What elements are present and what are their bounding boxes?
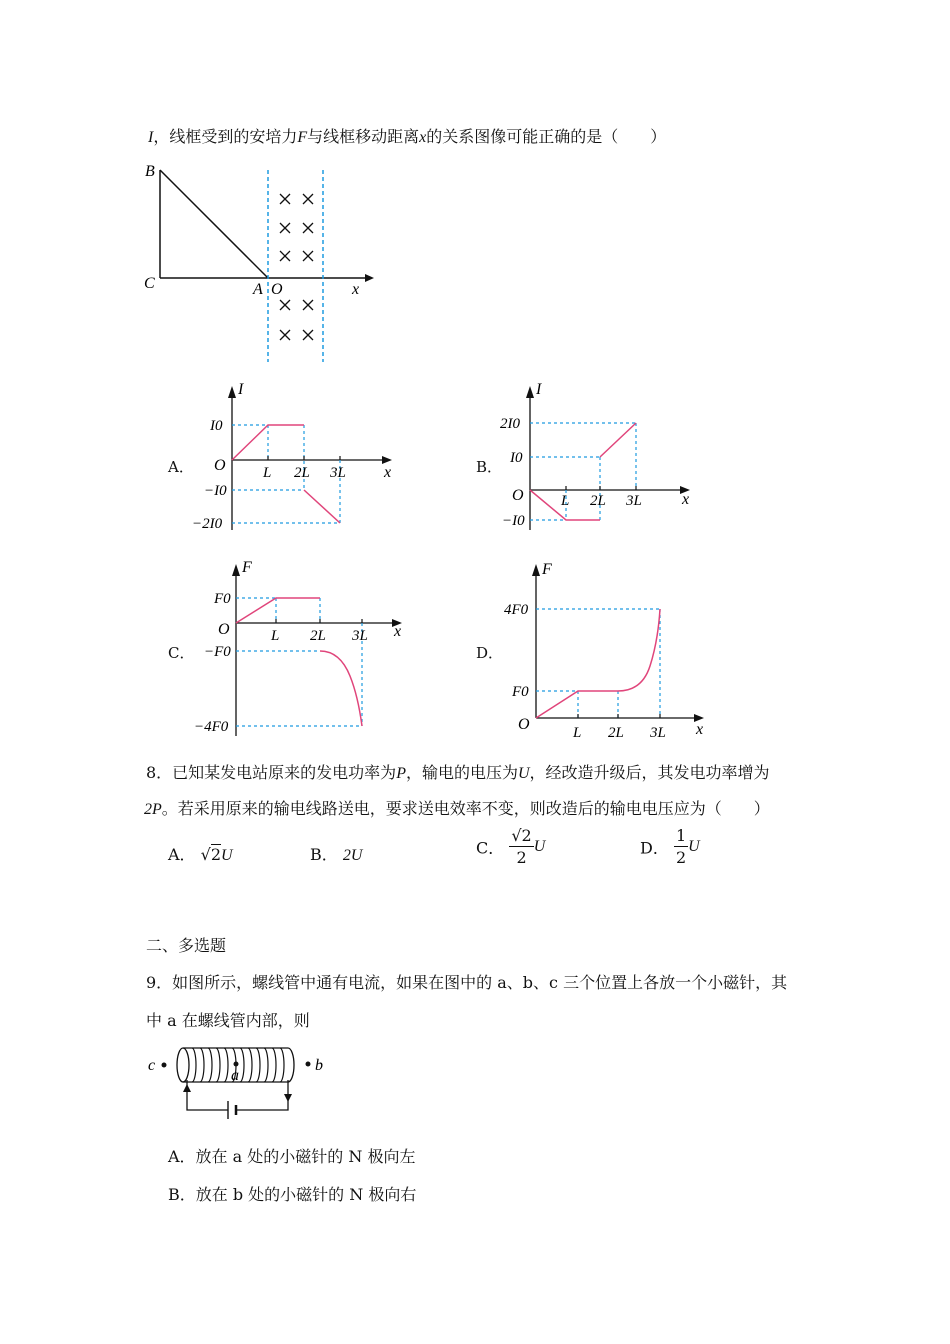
q9-line1: 9．如图所示，螺线管中通有电流，如果在图中的 a、b、c 三个位置上各放一个小磁针，其	[146, 973, 788, 992]
q7-stem-text1: ，线框受到的安培力	[153, 127, 298, 146]
current-arrow-down	[284, 1094, 292, 1102]
frame-side-ba	[160, 170, 268, 278]
origin-label: O	[518, 716, 530, 733]
ytick-F0: F0	[214, 591, 231, 607]
q9-line2: 中 a 在螺线管内部，则	[146, 1011, 310, 1030]
q8-option-b-value: 2U	[342, 847, 363, 864]
label-B: B	[145, 163, 155, 180]
xtick-3L: 3L	[650, 725, 666, 741]
q8-option-d-numerator: 1	[675, 826, 687, 845]
q7-figure	[140, 160, 380, 370]
axis-label-y: I	[238, 381, 244, 398]
q8-var-2P: 2P	[144, 801, 162, 818]
q8-option-c-denominator: 2	[516, 848, 527, 867]
q7-stem	[148, 124, 666, 147]
q7-option-c-graph[interactable]	[190, 556, 414, 744]
magnetic-field-crosses	[280, 194, 313, 340]
q8-option-d-denominator: 2	[675, 848, 687, 867]
xtick-L: L	[263, 465, 272, 481]
ytick-neg-I0: −I0	[204, 483, 227, 499]
xtick-L: L	[573, 725, 582, 741]
q7-option-a-letter[interactable]: A．	[168, 458, 194, 476]
q7-option-b-letter[interactable]: B．	[476, 458, 503, 476]
q7-option-b-graph[interactable]	[496, 380, 706, 540]
q8-option-c[interactable]	[476, 828, 545, 866]
label-O: O	[271, 281, 283, 298]
q8-var-U: U	[517, 765, 530, 782]
label-a: a	[231, 1067, 239, 1084]
q8-option-c-var: U	[533, 838, 546, 855]
q8-option-a[interactable]: A． √2U	[168, 845, 233, 864]
axis-label-y: F	[242, 559, 252, 576]
label-c: c	[148, 1057, 156, 1074]
q8-text-a: 8．已知某发电站原来的发电功率为	[146, 763, 397, 782]
q9-option-b[interactable]: B．放在 b 处的小磁针的 N 极向右	[168, 1185, 417, 1204]
current-arrow-up	[183, 1084, 191, 1092]
q8-option-d-fraction	[674, 828, 688, 866]
q7-option-a-graph[interactable]	[190, 380, 410, 540]
label-x: x	[352, 281, 360, 298]
axis-label-y: F	[542, 561, 552, 578]
q8-option-c-letter: C．	[476, 838, 505, 858]
axis-label-y: I	[536, 381, 542, 398]
q8-option-a-var: U	[221, 847, 233, 864]
wire-left	[187, 1080, 228, 1110]
q7-option-d-graph[interactable]	[500, 556, 714, 744]
q7-var-F: F	[297, 129, 308, 146]
q8-option-d[interactable]	[640, 828, 700, 866]
q8-option-d-letter: D．	[640, 838, 669, 858]
ytick-neg-F0: −F0	[204, 644, 231, 660]
q9-option-a[interactable]: A．放在 a 处的小磁针的 N 极向左	[168, 1147, 416, 1166]
xtick-2L: 2L	[590, 493, 606, 509]
xtick-3L: 3L	[330, 465, 346, 481]
q7-var-x: x	[419, 129, 427, 146]
ytick-neg-2I0: −2I0	[192, 516, 223, 532]
q8-option-a-radicand: 2	[210, 845, 222, 864]
q8-option-a-letter: A．	[168, 845, 196, 864]
ytick-4F0: 4F0	[504, 602, 529, 618]
q8-text-line2: 。若采用原来的输电线路送电，要求送电效率不变，则改造后的输电电压应为（ ）	[161, 799, 770, 818]
xtick-2L: 2L	[310, 628, 326, 644]
xtick-3L: 3L	[626, 493, 642, 509]
q7-stem-text3: 的关系图像可能正确的是（ ）	[426, 127, 667, 146]
q8-var-P: P	[396, 765, 406, 782]
solenoid-left-end	[177, 1048, 189, 1082]
wire-right	[236, 1080, 288, 1110]
origin-label: O	[218, 621, 230, 638]
label-A: A	[253, 281, 263, 298]
xtick-3L: 3L	[352, 628, 368, 644]
x-axis-arrow	[365, 274, 374, 282]
ytick-2I0: 2I0	[500, 416, 520, 432]
point-c-dot	[162, 1063, 167, 1068]
axis-label-x: x	[696, 721, 704, 738]
q8-option-c-numerator: √2	[511, 826, 532, 845]
point-a-dot	[234, 1062, 239, 1067]
ytick-I0: I0	[210, 418, 223, 434]
section-title: 二、多选题	[146, 936, 227, 955]
q8-option-b[interactable]	[310, 842, 362, 865]
q8-option-b-letter: B．	[310, 845, 338, 864]
label-C: C	[144, 275, 155, 292]
axis-label-x: x	[394, 623, 402, 640]
origin-label: O	[512, 487, 524, 504]
q8-option-d-var: U	[688, 838, 700, 855]
origin-label: O	[214, 457, 226, 474]
axis-label-x: x	[682, 491, 690, 508]
q8-option-c-fraction	[509, 828, 533, 866]
q8-line1	[146, 760, 770, 783]
point-b-dot	[306, 1062, 311, 1067]
label-b: b	[315, 1057, 323, 1074]
q7-option-d-letter[interactable]: D．	[476, 644, 504, 662]
q8-text-b: ，输电的电压为	[405, 763, 518, 782]
q8-text-c: ，经改造升级后，其发电功率增为	[529, 763, 770, 782]
q7-option-c-letter[interactable]: C．	[168, 644, 195, 662]
ytick-F0: F0	[512, 684, 529, 700]
q7-stem-text2: 与线框移动距离	[307, 127, 420, 146]
xtick-L: L	[561, 493, 570, 509]
q7-var-I: I	[148, 129, 154, 146]
ytick-neg-I0: −I0	[502, 513, 525, 529]
ytick-I0: I0	[510, 450, 523, 466]
xtick-2L: 2L	[608, 725, 624, 741]
q8-line2	[144, 796, 770, 819]
ytick-neg-4F0: −4F0	[194, 719, 229, 735]
q9-solenoid-figure	[140, 1040, 340, 1130]
xtick-L: L	[271, 628, 280, 644]
xtick-2L: 2L	[294, 465, 310, 481]
axis-label-x: x	[384, 464, 392, 481]
